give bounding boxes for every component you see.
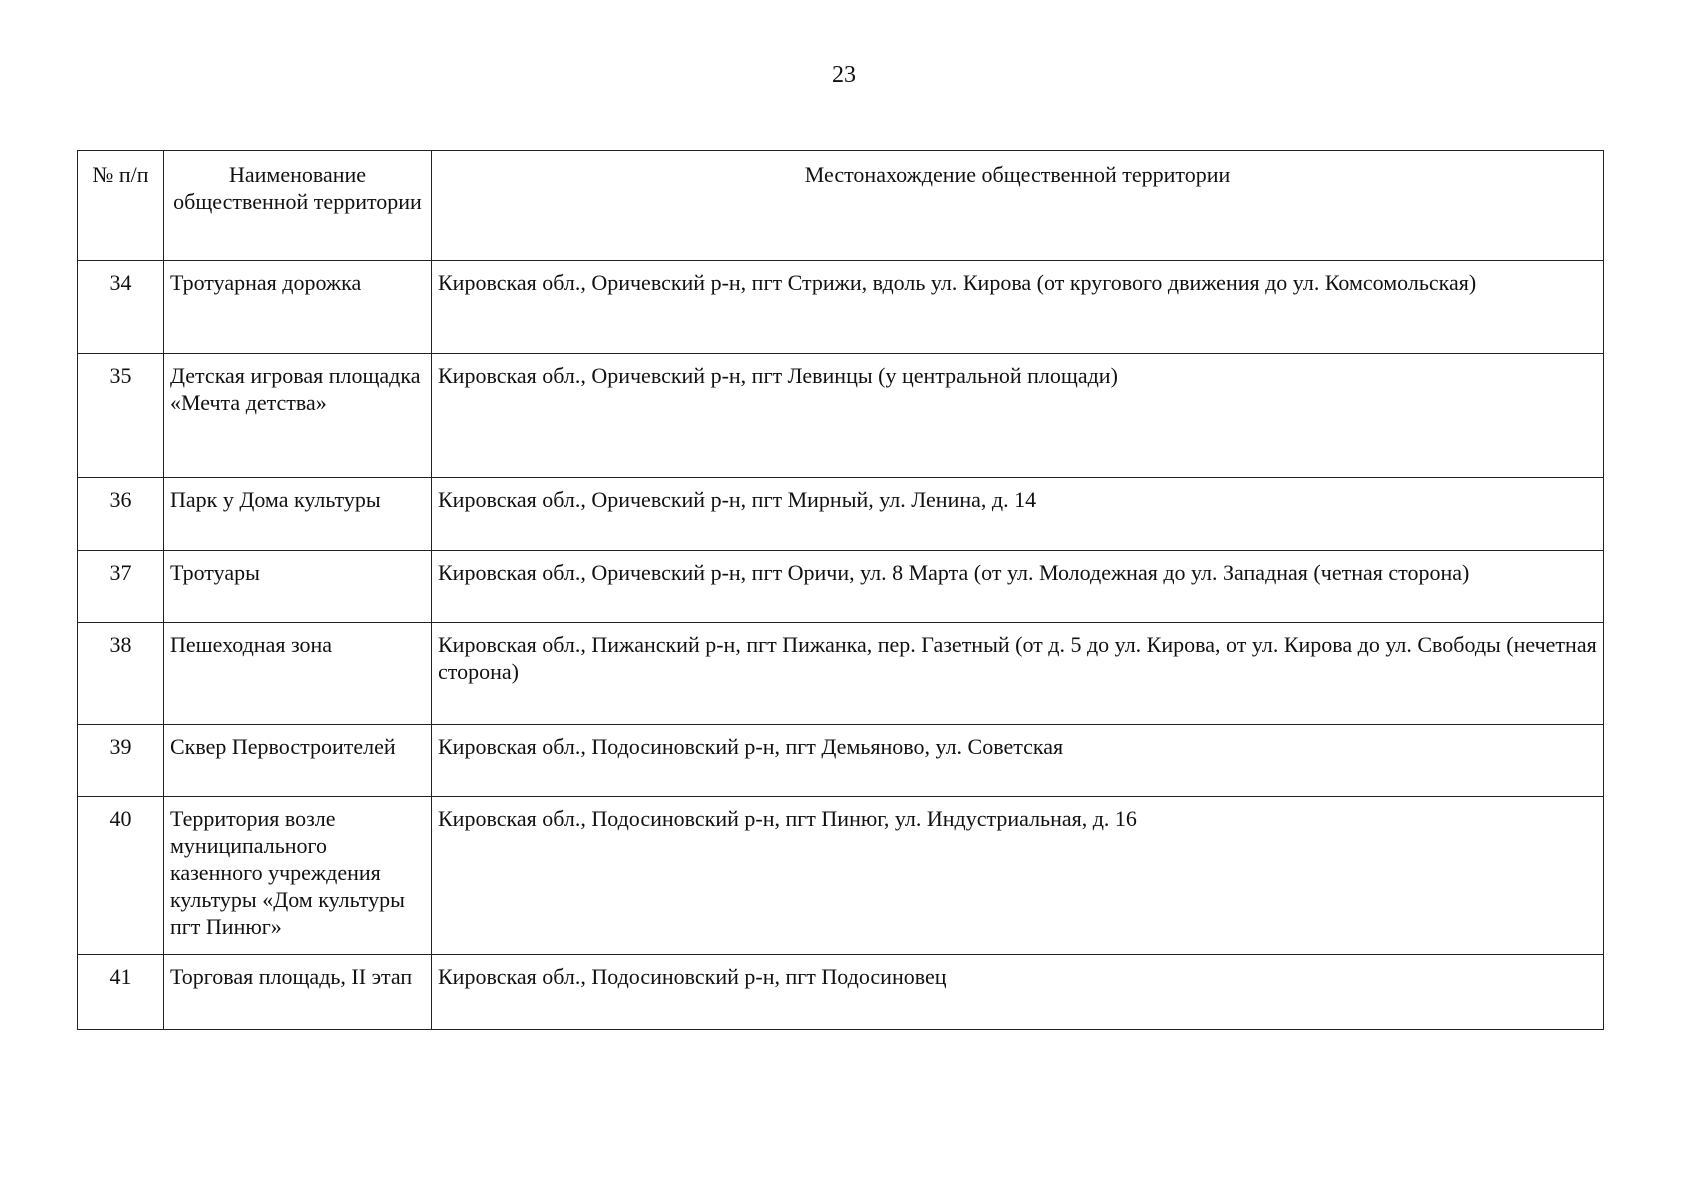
row-name: Территория возле муниципального казенного учреждения культуры «Дом культуры пгт Пинюг» xyxy=(164,797,432,955)
table-row xyxy=(78,354,1604,478)
row-name: Тротуарная дорожка xyxy=(164,261,432,354)
row-name: Тротуары xyxy=(164,551,432,623)
table-row xyxy=(78,261,1604,354)
header-number: № п/п xyxy=(78,151,164,261)
row-name: Детская игровая площадка «Мечта детства» xyxy=(164,354,432,478)
table-row xyxy=(78,551,1604,623)
row-number: 37 xyxy=(78,551,164,623)
table-row xyxy=(78,955,1604,1030)
row-number: 35 xyxy=(78,354,164,478)
table-row xyxy=(78,478,1604,551)
row-location: Кировская обл., Оричевский р-н, пгт Стрижи, вдоль ул. Кирова (от кругового движения до ул. Комсомольская) xyxy=(432,261,1604,354)
row-name: Торговая площадь, II этап xyxy=(164,955,432,1030)
table-row xyxy=(78,797,1604,955)
header-name: Наименование общественной территории xyxy=(164,151,432,261)
header-location: Местонахождение общественной территории xyxy=(432,151,1604,261)
row-number: 36 xyxy=(78,478,164,551)
row-number: 40 xyxy=(78,797,164,955)
row-number: 38 xyxy=(78,623,164,725)
row-number: 34 xyxy=(78,261,164,354)
row-location: Кировская обл., Оричевский р-н, пгт Мирный, ул. Ленина, д. 14 xyxy=(432,478,1604,551)
row-location: Кировская обл., Подосиновский р-н, пгт Пинюг, ул. Индустриальная, д. 16 xyxy=(432,797,1604,955)
page-number: 23 xyxy=(832,62,856,88)
row-location: Кировская обл., Подосиновский р-н, пгт Демьяново, ул. Советская xyxy=(432,725,1604,797)
row-name: Пешеходная зона xyxy=(164,623,432,725)
territories-table xyxy=(77,150,1604,1030)
table-row xyxy=(78,725,1604,797)
row-name: Сквер Первостроителей xyxy=(164,725,432,797)
row-number: 39 xyxy=(78,725,164,797)
row-location: Кировская обл., Подосиновский р-н, пгт Подосиновец xyxy=(432,955,1604,1030)
row-location: Кировская обл., Оричевский р-н, пгт Оричи, ул. 8 Марта (от ул. Молодежная до ул. Западная (четная сторона) xyxy=(432,551,1604,623)
row-location: Кировская обл., Пижанский р-н, пгт Пижанка, пер. Газетный (от д. 5 до ул. Кирова, от ул. Кирова до ул. Свободы (нечетная сторона) xyxy=(432,623,1604,725)
row-location: Кировская обл., Оричевский р-н, пгт Левинцы (у центральной площади) xyxy=(432,354,1604,478)
table-header-row xyxy=(78,151,1604,261)
table-row xyxy=(78,623,1604,725)
row-name: Парк у Дома культуры xyxy=(164,478,432,551)
row-number: 41 xyxy=(78,955,164,1030)
